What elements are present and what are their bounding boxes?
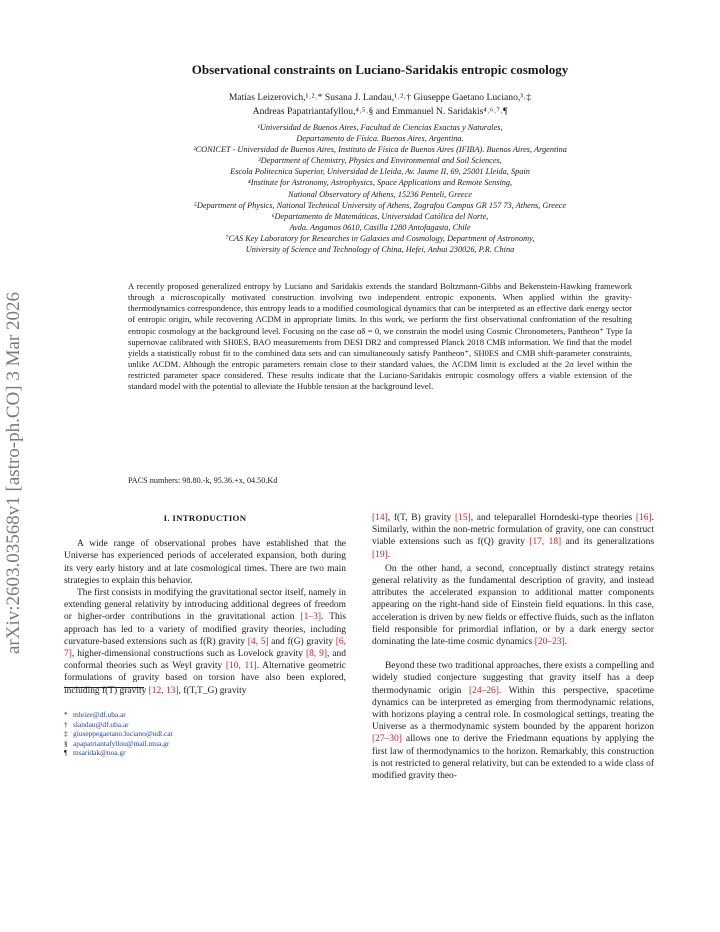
affiliation-line: Avda. Angamos 0610, Casilla 1280 Antofagasta, Chile: [289, 222, 471, 232]
footnote-mark: *: [64, 710, 68, 719]
text-run: , and teleparallel Horndeski-type theories: [470, 513, 636, 523]
affiliation-line: ⁶Departamento de Matemáticas, Universidad Católica del Norte,: [271, 211, 489, 221]
text-run: , f(T, B) gravity: [387, 513, 455, 523]
affiliation-line: Departamento de Física. Buenos Aires, Argentina.: [296, 134, 464, 144]
text-run: On the other hand, a second, conceptually distinct strategy retains general relativity as the fundamental description of gravity, and instead attributes the accelerated expansion to additional matter components appearing on the right-hand side of Einstein field equations. In this case, acceleration is driven by new fields or effective fluids, such as the inflaton field responsible for primordial inflation, or by a dark energy sector dominating the late-time cosmic dynamics: [372, 563, 654, 648]
footnote-mark: ‡: [64, 729, 68, 739]
text-run: Beyond these two traditional approaches, there exists a compelling and widely studied conjecture suggesting that gravity itself has a deep thermodynamic origin: [372, 661, 654, 696]
email-link[interactable]: msaridak@noa.gr: [73, 748, 126, 758]
affiliations: [60, 122, 700, 255]
text-run: A wide range of observational probes have established that the Universe has experienced periods of accelerated expansion, both during its very early history and at late cosmological times. There are two main strategies to explain this behavior.: [64, 539, 346, 586]
footnotes: [64, 710, 173, 758]
paragraph: [372, 512, 654, 561]
affiliation-line: ⁵Department of Physics, National Technical University of Athens, Zografou Campus GR 157 73, Athens, Greece: [193, 200, 567, 210]
footnote-mark: †: [64, 719, 68, 729]
paragraph: [372, 563, 654, 648]
text-run: , and conformal theories such as Weyl gravity: [64, 649, 346, 672]
citation-link[interactable]: [17, 18]: [529, 537, 562, 548]
paper-title: Observational constraints on Luciano-Saridakis entropic cosmology: [191, 62, 569, 77]
text-run: , higher-dimensional constructions such as Lovelock gravity: [71, 649, 306, 660]
email-link[interactable]: apapatriantafyllou@mail.ntua.gr: [73, 738, 170, 748]
citation-link[interactable]: [12, 13]: [148, 685, 179, 696]
section-heading: I. INTRODUCTION: [163, 513, 247, 523]
citation-link[interactable]: [6, 7]: [64, 636, 346, 660]
footnote-mark: ¶: [64, 748, 68, 758]
citation-link[interactable]: [4, 5]: [247, 636, 269, 647]
citation-link[interactable]: [19]: [372, 549, 388, 560]
text-run: The first consists in modifying the gravitational sector itself, namely in extending general relativity by introducing additional degrees of freedom or higher-order contributions in the gravitational action: [64, 588, 346, 623]
left-column: [64, 512, 346, 697]
text-run: . Similarly, within the non-metric formulation of gravity, one can construct viable extensions such as f(Q) gravity: [372, 513, 654, 548]
abstract: A recently proposed generalized entropy by Luciano and Saridakis extends the standard Boltzmann-Gibbs and Bekenstein-Hawking framework through a microscopically motivated construction involving two independent entropic exponents. When applied within the gravity-thermodynamics correspondence, this entropy leads to a modified cosmological dynamics that can be interpreted as an effective dark energy sector of entropic origin, while recovering ΛCDM in appropriate limits. In this work, we perform the first observational confrontation of the resulting entropic cosmology at the background level. Focusing on the case αδ = 0, we constrain the model using Cosmic Chronometers, Pantheon⁺ Type Ia supernovae calibrated with SH0ES, BAO measurements from DESI DR2 and compressed Planck 2018 CMB information. We find that the model yields a statistically robust fit to the combined data sets and can simultaneously satisfy Pantheon⁺, SH0ES and CMB shift-parameter constraints, unlike ΛCDM. Although the entropic parameters remain close to their standard values, the ΛCDM limit is excluded at the 2σ level within the restricted parameter space considered. These results indicate that the Luciano-Saridakis entropic cosmology offers a viable extension of the standard model with the potential to alleviate the Hubble tension at the background level.: [128, 281, 632, 392]
text-run: , f(T,T_G) gravity: [178, 685, 247, 696]
affiliation-line: ³Department of Chemistry, Physics and Environmental and Soil Sciences,: [258, 156, 502, 166]
footnote-mark: §: [64, 738, 68, 748]
text-run: .: [564, 637, 568, 648]
text-run: allows one to derive the Friedmann equations by applying the first law of thermodynamics to the horizon. Remarkably, this construction is not restricted to general relativity, but can be extended to a wide class of modified gravity theo-: [372, 734, 654, 782]
paragraph: [372, 660, 654, 782]
citation-link[interactable]: [10, 11]: [225, 661, 257, 672]
affiliation-line: Escola Politecnica Superior, Universidad de Lleida, Av. Jaume II, 69, 25001 Lleida, Spain: [230, 167, 530, 177]
footnote: [64, 748, 173, 758]
footnote: [64, 729, 173, 739]
pacs-numbers: PACS numbers: 98.80.-k, 95.36.+x, 04.50.Kd: [128, 476, 278, 485]
authors-line-2: Andreas Papatriantafyllou,⁴˒⁵˒§ and Emmanuel N. Saridakis⁴˒⁶˒⁷˒¶: [252, 106, 508, 117]
text-run: . Within this perspective, spacetime dynamics can be interpreted as emerging from thermodynamic relations, with horizons playing a central role. In cosmological settings, treating the Universe as a thermodynamic system bounded by the apparent horizon: [372, 685, 654, 733]
citation-link[interactable]: [24–26]: [468, 685, 499, 696]
affiliation-line: National Observatory of Athens, 15236 Penteli, Greece: [288, 189, 472, 199]
text-run: . Alternative geometric formulations of gravity based on torsion have also been explored, including f(T) gravity: [64, 661, 346, 696]
text-run: .: [387, 549, 391, 560]
text-run: . This approach has led to a variety of modified gravity theories, including curvature-based extensions such as f(R) gravity: [64, 612, 346, 647]
author-list: [80, 91, 680, 119]
paragraph: [64, 538, 346, 587]
right-column: [372, 512, 654, 782]
paragraph: [64, 587, 346, 697]
citation-link[interactable]: [1–3]: [300, 612, 321, 623]
citation-link[interactable]: [8, 9]: [305, 649, 328, 660]
affiliation-line: ¹Universidad de Buenos Aires, Facultad de Ciencias Exactas y Naturales,: [257, 123, 503, 132]
citation-link[interactable]: [14]: [372, 513, 388, 523]
affiliation-line: ²CONICET - Universidad de Buenos Aires, Instituto de Física de Buenos Aires (IFIBA). Buenos Aires, Argentina: [193, 145, 567, 155]
text-run: and its generalizations: [561, 537, 654, 548]
citation-link[interactable]: [15]: [454, 513, 471, 523]
text-run: and f(G) gravity: [268, 636, 336, 647]
citation-link[interactable]: [16]: [635, 513, 652, 523]
arxiv-identifier: arXiv:2603.03568v1 [astro-ph.CO] 3 Mar 2026: [3, 292, 24, 655]
authors-line-1: Matías Leizerovich,¹˒²˒* Susana J. Landau,¹˒²˒† Giuseppe Gaetano Luciano,³˒‡: [228, 92, 532, 103]
affiliation-line: University of Science and Technology of China, Hefei, Anhui 230026, P.R. China: [245, 245, 515, 255]
email-link[interactable]: giuseppegaetano.luciano@udl.cat: [73, 729, 173, 739]
footnote-rule: [64, 687, 144, 688]
footnote: [64, 710, 173, 720]
email-link[interactable]: mleize@df.uba.ar: [73, 710, 126, 719]
email-link[interactable]: slandau@df.uba.ar: [73, 719, 129, 729]
citation-link[interactable]: [20–23]: [534, 637, 565, 648]
affiliation-line: ⁷CAS Key Laboratory for Researches in Galaxies and Cosmology, Department of Astronomy,: [225, 233, 535, 243]
citation-link[interactable]: [27–30]: [372, 734, 402, 745]
footnote: [64, 720, 173, 730]
footnote: [64, 739, 173, 749]
affiliation-line: ⁴Institute for Astronomy, Astrophysics, Space Applications and Remote Sensing,: [247, 178, 513, 188]
